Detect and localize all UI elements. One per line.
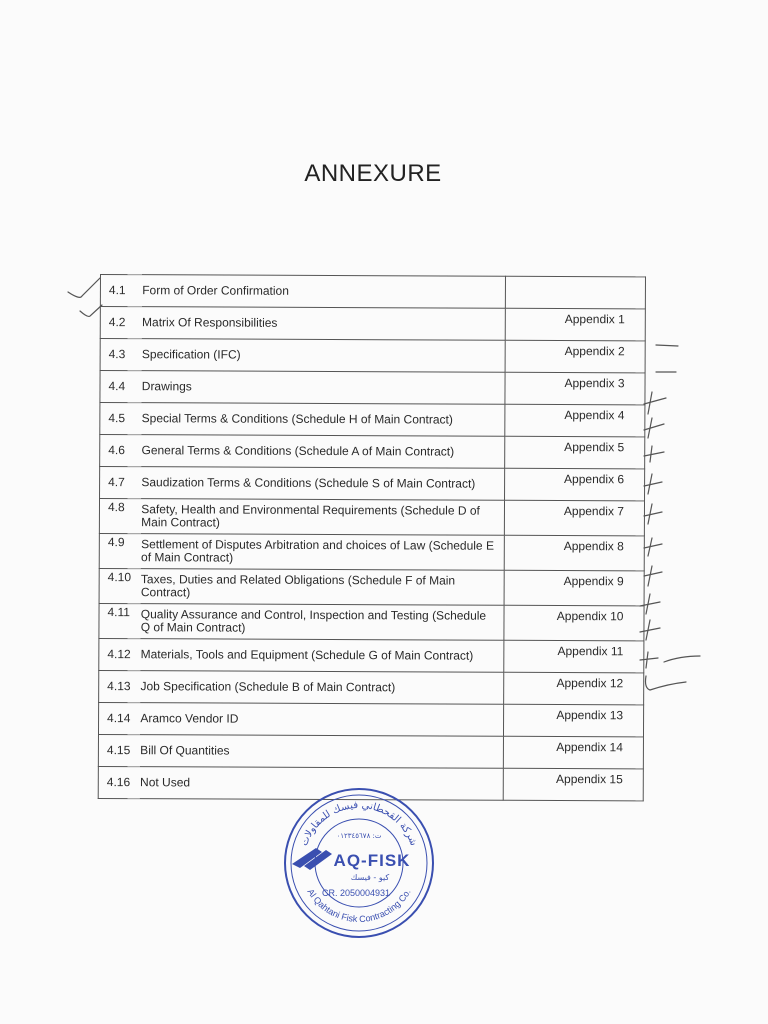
row-number: 4.3 <box>100 339 142 371</box>
table-row <box>99 568 644 605</box>
table-row <box>98 702 643 736</box>
row-description: Settlement of Disputes Arbitration and choices of Law (Schedule E of Main Contract) <box>141 534 504 571</box>
table-row <box>100 435 645 469</box>
tick-mark-4-7 <box>644 446 664 462</box>
row-appendix: Appendix 15 <box>503 768 643 801</box>
row-appendix: Appendix 3 <box>505 372 645 405</box>
row-appendix: Appendix 1 <box>505 308 645 341</box>
row-number: 4.7 <box>100 467 142 499</box>
row-number: 4.10 <box>99 568 141 603</box>
table-row <box>100 307 645 341</box>
annexure-table <box>98 274 646 801</box>
table-row <box>99 670 644 704</box>
table-row <box>100 339 645 373</box>
row-description: Materials, Tools and Equipment (Schedule G of Main Contract) <box>141 639 504 673</box>
row-description: Matrix Of Responsibilities <box>142 307 505 341</box>
row-number: 4.16 <box>98 766 140 798</box>
row-description: Drawings <box>142 371 505 405</box>
stamp-company-name: Al Qahtani Fisk Contracting Co. <box>305 887 413 925</box>
row-appendix <box>505 276 645 309</box>
row-number: 4.1 <box>100 275 142 307</box>
page-title: ANNEXURE <box>304 160 442 187</box>
row-number: 4.8 <box>99 499 141 534</box>
row-appendix: Appendix 12 <box>504 672 644 705</box>
row-number: 4.14 <box>98 702 140 734</box>
tick-mark-4-11 <box>644 566 662 586</box>
tick-mark-4-6 <box>644 418 664 438</box>
tick-mark-4-10 <box>644 538 662 556</box>
row-appendix: Appendix 14 <box>503 736 643 769</box>
stamp-arabic-name: شركة القحطاني فيسك للمقاولات <box>298 799 419 848</box>
row-appendix: Appendix 6 <box>504 468 644 501</box>
row-description: Special Terms & Conditions (Schedule H of Main Contract) <box>142 403 505 437</box>
row-description: Taxes, Duties and Related Obligations (Schedule F of Main Contract) <box>141 569 504 606</box>
stamp-arabic-brand: كيو - فيسك <box>350 873 390 882</box>
tick-mark-4-14 <box>640 652 700 668</box>
annexure-table-body <box>98 275 645 801</box>
row-number: 4.15 <box>98 734 140 766</box>
row-appendix: Appendix 11 <box>504 640 644 673</box>
row-number: 4.6 <box>100 435 142 467</box>
row-appendix: Appendix 4 <box>505 404 645 437</box>
tick-mark-4-5 <box>644 392 666 414</box>
row-appendix: Appendix 10 <box>504 605 644 641</box>
row-description: Not Used <box>140 767 503 801</box>
hook-mark-4-15 <box>646 676 687 690</box>
row-description: Aramco Vendor ID <box>140 703 503 737</box>
company-stamp <box>282 786 436 940</box>
row-description: Quality Assurance and Control, Inspection and Testing (Schedule Q of Main Contract) <box>141 604 504 641</box>
row-number: 4.13 <box>99 670 141 702</box>
row-number: 4.12 <box>99 638 141 670</box>
stamp-arabic-phone: ت: ٠١٢٣٤٥٦٧٨ <box>336 832 382 840</box>
table-row <box>98 734 643 768</box>
row-appendix: Appendix 8 <box>504 535 644 571</box>
table-row <box>100 403 645 437</box>
table-row <box>99 603 644 640</box>
row-description: Bill Of Quantities <box>140 735 503 769</box>
row-description: Specification (IFC) <box>142 339 505 373</box>
tick-mark-4-8 <box>644 474 662 494</box>
table-row <box>100 467 645 501</box>
row-description: General Terms & Conditions (Schedule A of Main Contract) <box>141 435 504 469</box>
table-row <box>99 638 644 672</box>
stamp-logo-icon <box>292 848 332 870</box>
check-mark-4-2 <box>80 305 102 316</box>
row-appendix: Appendix 9 <box>504 570 644 606</box>
row-description: Safety, Health and Environmental Requirements (Schedule D of Main Contract) <box>141 499 504 536</box>
dash-mark-4-3 <box>656 345 678 346</box>
table-row <box>100 371 645 405</box>
row-appendix: Appendix 2 <box>505 340 645 373</box>
row-number: 4.5 <box>100 403 142 435</box>
row-description: Job Specification (Schedule B of Main Contract) <box>140 671 503 705</box>
stamp-brand: AQ-FISK <box>333 851 411 870</box>
stamp-cr-number: CR. 2050004931 <box>321 888 391 898</box>
table-row <box>99 499 644 536</box>
row-description: Saudization Terms & Conditions (Schedule S of Main Contract) <box>141 467 504 501</box>
table-row <box>99 533 644 570</box>
row-number: 4.4 <box>100 371 142 403</box>
row-appendix: Appendix 13 <box>503 704 643 737</box>
row-appendix: Appendix 5 <box>505 436 645 469</box>
row-appendix: Appendix 7 <box>504 500 644 536</box>
check-mark-4-1 <box>68 278 100 297</box>
row-description: Form of Order Confirmation <box>142 275 505 309</box>
row-number: 4.9 <box>99 533 141 568</box>
table-row <box>100 275 645 309</box>
row-number: 4.2 <box>100 307 142 339</box>
tick-mark-4-9 <box>644 504 662 524</box>
row-number: 4.11 <box>99 603 141 638</box>
